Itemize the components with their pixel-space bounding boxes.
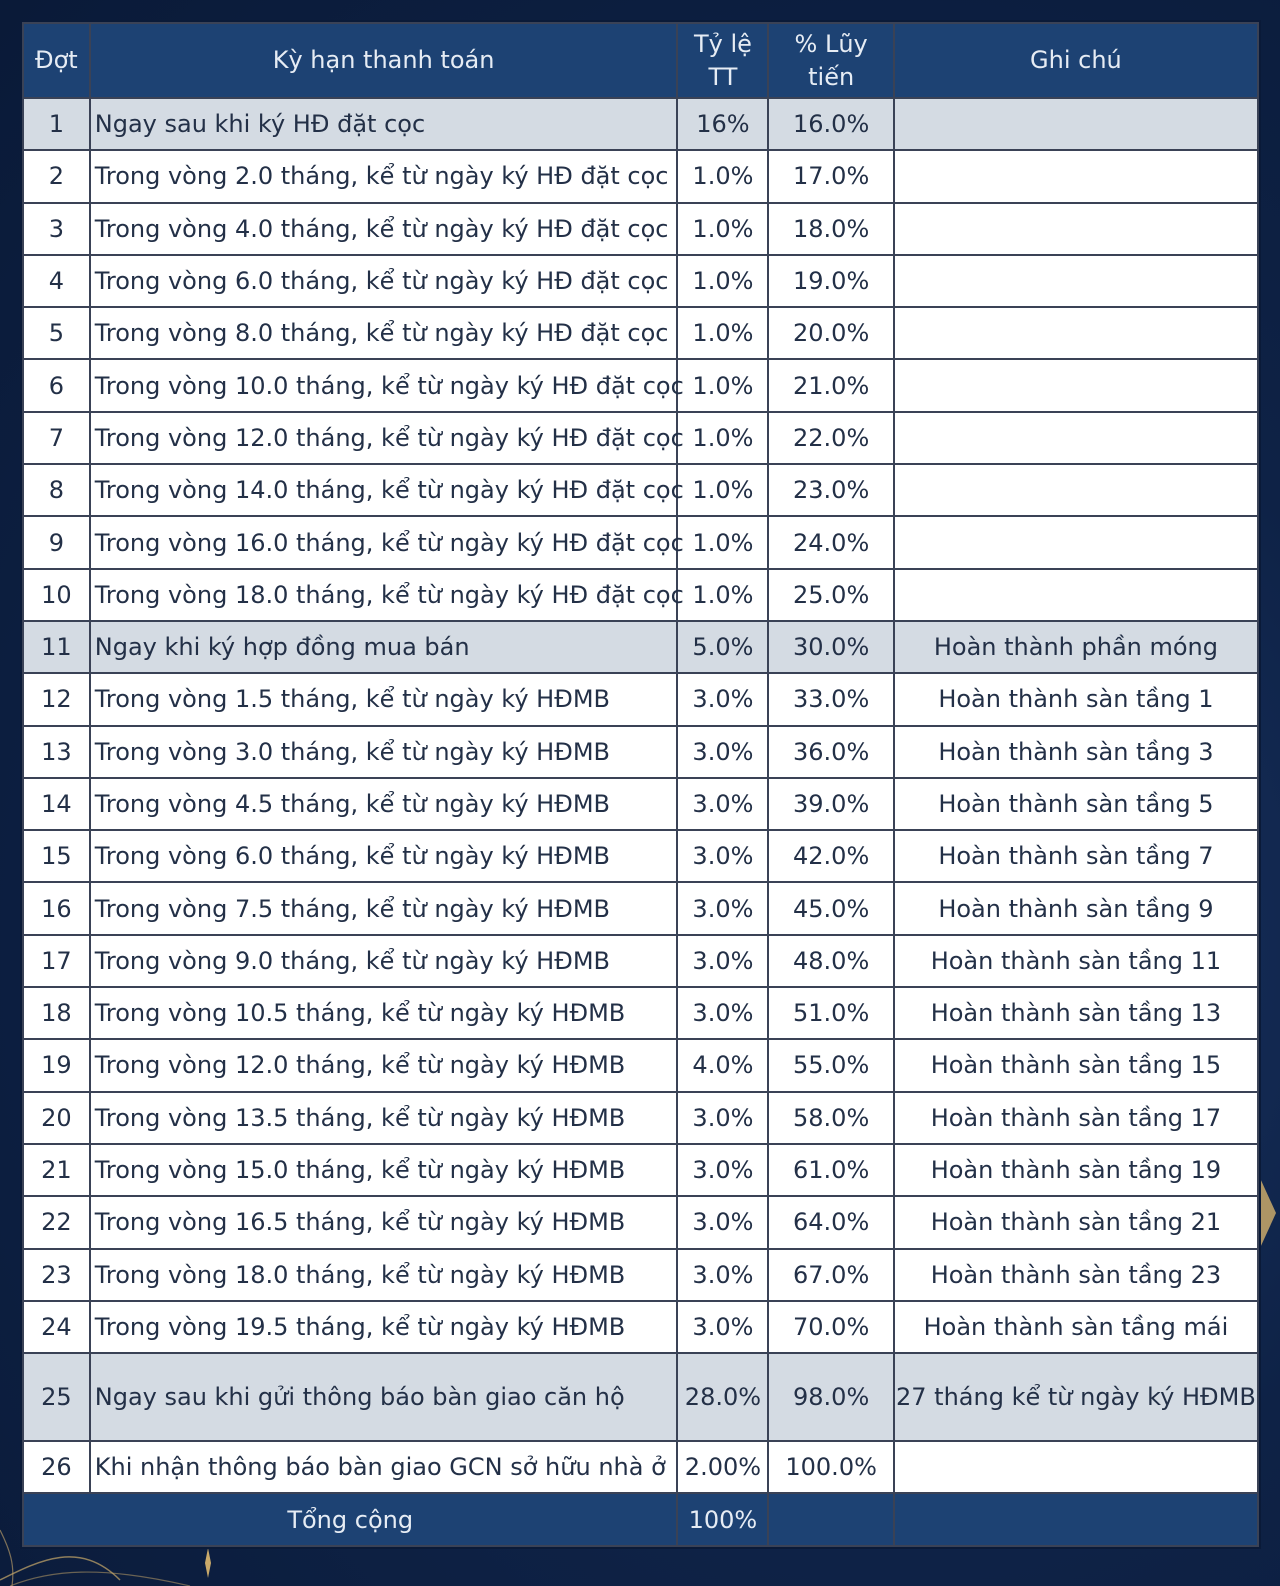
payment-rate-cell: 1.0% xyxy=(677,516,768,568)
table-row xyxy=(23,98,1258,150)
payment-term-cell: Khi nhận thông báo bàn giao GCN sở hữu nhà ở xyxy=(90,1441,678,1493)
total-note-empty xyxy=(894,1493,1258,1546)
table-row xyxy=(23,778,1258,830)
payment-rate-cell: 3.0% xyxy=(677,1301,768,1353)
note-cell xyxy=(894,203,1258,255)
cumulative-percent-cell: 51.0% xyxy=(768,987,893,1039)
installment-number-cell: 12 xyxy=(23,673,90,725)
table-row xyxy=(23,1196,1258,1248)
installment-number-cell: 1 xyxy=(23,98,90,150)
installment-number-cell: 5 xyxy=(23,307,90,359)
payment-rate-cell: 3.0% xyxy=(677,1196,768,1248)
table-row xyxy=(23,1144,1258,1196)
installment-number-cell: 22 xyxy=(23,1196,90,1248)
table-row xyxy=(23,412,1258,464)
installment-number-cell: 9 xyxy=(23,516,90,568)
payment-term-cell: Trong vòng 14.0 tháng, kể từ ngày ký HĐ đặt cọc xyxy=(90,464,678,516)
table-row xyxy=(23,1039,1258,1091)
table-row xyxy=(23,1301,1258,1353)
header-notes: Ghi chú xyxy=(894,23,1258,98)
payment-schedule-table xyxy=(20,20,1261,1549)
installment-number-cell: 19 xyxy=(23,1039,90,1091)
installment-number-cell: 7 xyxy=(23,412,90,464)
cumulative-percent-cell: 22.0% xyxy=(768,412,893,464)
table-row xyxy=(23,150,1258,202)
note-cell: Hoàn thành sàn tầng 3 xyxy=(894,726,1258,778)
payment-term-cell: Trong vòng 16.0 tháng, kể từ ngày ký HĐ đặt cọc xyxy=(90,516,678,568)
payment-rate-cell: 1.0% xyxy=(677,359,768,411)
payment-rate-cell: 4.0% xyxy=(677,1039,768,1091)
note-cell xyxy=(894,516,1258,568)
note-cell xyxy=(894,569,1258,621)
table-row xyxy=(23,673,1258,725)
note-cell: Hoàn thành sàn tầng 11 xyxy=(894,935,1258,987)
payment-rate-cell: 3.0% xyxy=(677,673,768,725)
cumulative-percent-cell: 39.0% xyxy=(768,778,893,830)
note-cell xyxy=(894,150,1258,202)
payment-term-cell: Ngay sau khi gửi thông báo bàn giao căn hộ xyxy=(90,1353,678,1441)
total-label: Tổng cộng xyxy=(23,1493,677,1546)
payment-term-cell: Trong vòng 12.0 tháng, kể từ ngày ký HĐ đặt cọc xyxy=(90,412,678,464)
payment-term-cell: Trong vòng 4.5 tháng, kể từ ngày ký HĐMB xyxy=(90,778,678,830)
payment-rate-cell: 16% xyxy=(677,98,768,150)
table-row xyxy=(23,516,1258,568)
table-row xyxy=(23,987,1258,1039)
table-row xyxy=(23,203,1258,255)
installment-number-cell: 8 xyxy=(23,464,90,516)
installment-number-cell: 21 xyxy=(23,1144,90,1196)
payment-term-cell: Trong vòng 13.5 tháng, kể từ ngày ký HĐMB xyxy=(90,1092,678,1144)
note-cell xyxy=(894,307,1258,359)
installment-number-cell: 3 xyxy=(23,203,90,255)
payment-term-cell: Trong vòng 3.0 tháng, kể từ ngày ký HĐMB xyxy=(90,726,678,778)
installment-number-cell: 14 xyxy=(23,778,90,830)
cumulative-percent-cell: 17.0% xyxy=(768,150,893,202)
payment-term-cell: Trong vòng 6.0 tháng, kể từ ngày ký HĐ đặt cọc xyxy=(90,255,678,307)
payment-rate-cell: 3.0% xyxy=(677,935,768,987)
installment-number-cell: 18 xyxy=(23,987,90,1039)
cumulative-percent-cell: 67.0% xyxy=(768,1249,893,1301)
header-cumulative-percent: % Lũy tiến xyxy=(768,23,893,98)
cumulative-percent-cell: 42.0% xyxy=(768,830,893,882)
header-payment-rate: Tỷ lệ TT xyxy=(677,23,768,98)
cumulative-percent-cell: 36.0% xyxy=(768,726,893,778)
table-row xyxy=(23,621,1258,673)
payment-rate-cell: 3.0% xyxy=(677,1144,768,1196)
payment-rate-cell: 1.0% xyxy=(677,569,768,621)
note-cell: Hoàn thành sàn tầng 9 xyxy=(894,882,1258,934)
table-header xyxy=(23,23,1258,98)
payment-term-cell: Trong vòng 18.0 tháng, kể từ ngày ký HĐ đặt cọc xyxy=(90,569,678,621)
note-cell xyxy=(894,255,1258,307)
installment-number-cell: 25 xyxy=(23,1353,90,1441)
cumulative-percent-cell: 64.0% xyxy=(768,1196,893,1248)
table-row xyxy=(23,726,1258,778)
table-row xyxy=(23,359,1258,411)
installment-number-cell: 24 xyxy=(23,1301,90,1353)
note-cell xyxy=(894,98,1258,150)
cumulative-percent-cell: 23.0% xyxy=(768,464,893,516)
note-cell: Hoàn thành sàn tầng 17 xyxy=(894,1092,1258,1144)
note-cell xyxy=(894,412,1258,464)
cumulative-percent-cell: 24.0% xyxy=(768,516,893,568)
table-row xyxy=(23,255,1258,307)
payment-rate-cell: 3.0% xyxy=(677,778,768,830)
cumulative-percent-cell: 16.0% xyxy=(768,98,893,150)
installment-number-cell: 23 xyxy=(23,1249,90,1301)
payment-rate-cell: 3.0% xyxy=(677,1092,768,1144)
header-payment-term: Kỳ hạn thanh toán xyxy=(90,23,678,98)
table-row xyxy=(23,1249,1258,1301)
installment-number-cell: 16 xyxy=(23,882,90,934)
note-cell: 27 tháng kể từ ngày ký HĐMB xyxy=(894,1353,1258,1441)
payment-term-cell: Trong vòng 19.5 tháng, kể từ ngày ký HĐMB xyxy=(90,1301,678,1353)
payment-term-cell: Trong vòng 16.5 tháng, kể từ ngày ký HĐMB xyxy=(90,1196,678,1248)
table-row xyxy=(23,1441,1258,1493)
cumulative-percent-cell: 98.0% xyxy=(768,1353,893,1441)
payment-rate-cell: 1.0% xyxy=(677,464,768,516)
payment-rate-cell: 1.0% xyxy=(677,203,768,255)
payment-term-cell: Trong vòng 7.5 tháng, kể từ ngày ký HĐMB xyxy=(90,882,678,934)
cumulative-percent-cell: 30.0% xyxy=(768,621,893,673)
table-row xyxy=(23,882,1258,934)
payment-term-cell: Trong vòng 4.0 tháng, kể từ ngày ký HĐ đặt cọc xyxy=(90,203,678,255)
cumulative-percent-cell: 55.0% xyxy=(768,1039,893,1091)
note-cell: Hoàn thành sàn tầng 13 xyxy=(894,987,1258,1039)
payment-term-cell: Trong vòng 15.0 tháng, kể từ ngày ký HĐMB xyxy=(90,1144,678,1196)
note-cell: Hoàn thành sàn tầng mái xyxy=(894,1301,1258,1353)
payment-rate-cell: 3.0% xyxy=(677,830,768,882)
table-row xyxy=(23,1353,1258,1441)
payment-term-cell: Trong vòng 10.0 tháng, kể từ ngày ký HĐ đặt cọc xyxy=(90,359,678,411)
installment-number-cell: 6 xyxy=(23,359,90,411)
payment-term-cell: Trong vòng 18.0 tháng, kể từ ngày ký HĐMB xyxy=(90,1249,678,1301)
cumulative-percent-cell: 61.0% xyxy=(768,1144,893,1196)
payment-rate-cell: 1.0% xyxy=(677,255,768,307)
payment-rate-cell: 1.0% xyxy=(677,307,768,359)
payment-table xyxy=(22,22,1259,1547)
cumulative-percent-cell: 100.0% xyxy=(768,1441,893,1493)
installment-number-cell: 4 xyxy=(23,255,90,307)
installment-number-cell: 10 xyxy=(23,569,90,621)
table-row xyxy=(23,1092,1258,1144)
payment-rate-cell: 1.0% xyxy=(677,150,768,202)
payment-rate-cell: 3.0% xyxy=(677,1249,768,1301)
cumulative-percent-cell: 19.0% xyxy=(768,255,893,307)
installment-number-cell: 15 xyxy=(23,830,90,882)
payment-term-cell: Trong vòng 6.0 tháng, kể từ ngày ký HĐMB xyxy=(90,830,678,882)
total-rate: 100% xyxy=(677,1493,768,1546)
note-cell: Hoàn thành sàn tầng 21 xyxy=(894,1196,1258,1248)
installment-number-cell: 17 xyxy=(23,935,90,987)
payment-rate-cell: 3.0% xyxy=(677,726,768,778)
payment-rate-cell: 3.0% xyxy=(677,987,768,1039)
payment-term-cell: Trong vòng 12.0 tháng, kể từ ngày ký HĐMB xyxy=(90,1039,678,1091)
note-cell: Hoàn thành sàn tầng 5 xyxy=(894,778,1258,830)
installment-number-cell: 11 xyxy=(23,621,90,673)
note-cell xyxy=(894,359,1258,411)
payment-term-cell: Ngay khi ký hợp đồng mua bán xyxy=(90,621,678,673)
cumulative-percent-cell: 58.0% xyxy=(768,1092,893,1144)
note-cell: Hoàn thành sàn tầng 7 xyxy=(894,830,1258,882)
cumulative-percent-cell: 45.0% xyxy=(768,882,893,934)
installment-number-cell: 13 xyxy=(23,726,90,778)
header-installment: Đợt xyxy=(23,23,90,98)
note-cell: Hoàn thành sàn tầng 23 xyxy=(894,1249,1258,1301)
payment-term-cell: Trong vòng 10.5 tháng, kể từ ngày ký HĐMB xyxy=(90,987,678,1039)
note-cell: Hoàn thành sàn tầng 19 xyxy=(894,1144,1258,1196)
cumulative-percent-cell: 20.0% xyxy=(768,307,893,359)
payment-rate-cell: 5.0% xyxy=(677,621,768,673)
payment-term-cell: Trong vòng 1.5 tháng, kể từ ngày ký HĐMB xyxy=(90,673,678,725)
payment-rate-cell: 2.00% xyxy=(677,1441,768,1493)
note-cell xyxy=(894,464,1258,516)
payment-term-cell: Trong vòng 9.0 tháng, kể từ ngày ký HĐMB xyxy=(90,935,678,987)
cumulative-percent-cell: 21.0% xyxy=(768,359,893,411)
installment-number-cell: 26 xyxy=(23,1441,90,1493)
note-cell: Hoàn thành sàn tầng 15 xyxy=(894,1039,1258,1091)
payment-term-cell: Trong vòng 8.0 tháng, kể từ ngày ký HĐ đặt cọc xyxy=(90,307,678,359)
payment-rate-cell: 1.0% xyxy=(677,412,768,464)
payment-rate-cell: 28.0% xyxy=(677,1353,768,1441)
installment-number-cell: 2 xyxy=(23,150,90,202)
total-cumulative-empty xyxy=(768,1493,893,1546)
table-row xyxy=(23,830,1258,882)
payment-term-cell: Ngay sau khi ký HĐ đặt cọc xyxy=(90,98,678,150)
table-footer xyxy=(23,1493,1258,1546)
payment-rate-cell: 3.0% xyxy=(677,882,768,934)
cumulative-percent-cell: 33.0% xyxy=(768,673,893,725)
note-cell: Hoàn thành sàn tầng 1 xyxy=(894,673,1258,725)
installment-number-cell: 20 xyxy=(23,1092,90,1144)
payment-term-cell: Trong vòng 2.0 tháng, kể từ ngày ký HĐ đặt cọc xyxy=(90,150,678,202)
table-body xyxy=(23,98,1258,1493)
table-row xyxy=(23,569,1258,621)
cumulative-percent-cell: 18.0% xyxy=(768,203,893,255)
cumulative-percent-cell: 70.0% xyxy=(768,1301,893,1353)
cumulative-percent-cell: 48.0% xyxy=(768,935,893,987)
note-cell xyxy=(894,1441,1258,1493)
cumulative-percent-cell: 25.0% xyxy=(768,569,893,621)
note-cell: Hoàn thành phần móng xyxy=(894,621,1258,673)
table-row xyxy=(23,307,1258,359)
table-row xyxy=(23,464,1258,516)
table-row xyxy=(23,935,1258,987)
